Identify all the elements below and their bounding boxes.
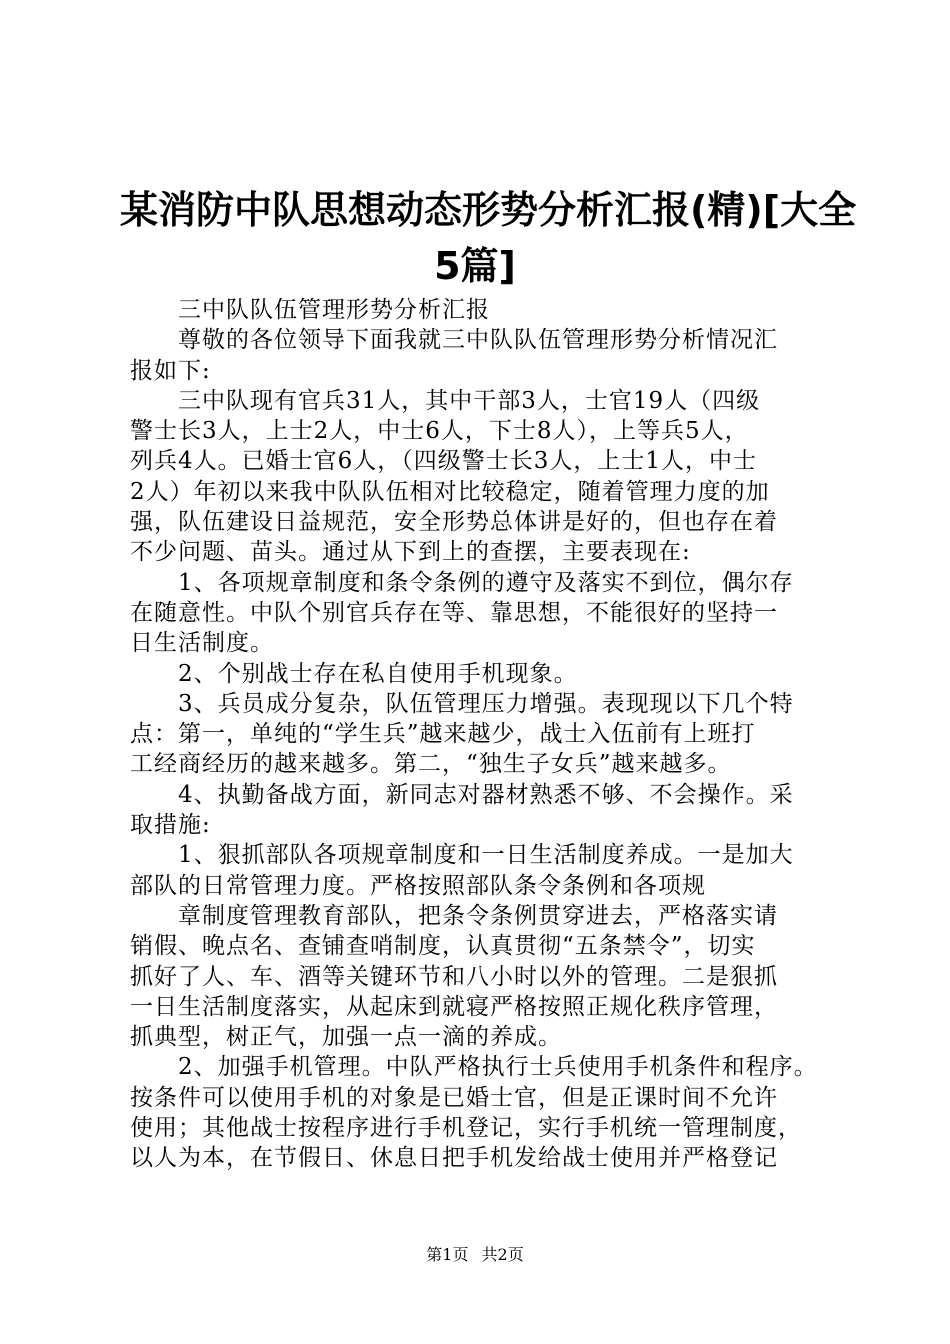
page-total: 共2页 [481, 1245, 524, 1264]
body-line: 报如下: [130, 357, 211, 384]
page-number: 第1页 [426, 1245, 469, 1264]
body-line: 4、执勤备战方面，新同志对器材熟悉不够、不会操作。采 [130, 781, 794, 808]
body-line: 2、个别战士存在私自使用手机现象。 [130, 660, 578, 687]
body-line: 一日生活制度落实，从起床到就寝严格按照正规化秩序管理， [130, 993, 778, 1020]
body-line: 使用；其他战士按程序进行手机登记，实行手机统一管理制度， [130, 1115, 802, 1142]
body-line: 日生活制度。 [130, 630, 274, 657]
page-footer [0, 1245, 950, 1265]
body-line: 以人为本，在节假日、休息日把手机发给战士使用并严格登记 [130, 1145, 778, 1172]
body-line: 点：第一，单纯的“学生兵”越来越少，战士入伍前有上班打 [130, 721, 756, 748]
body-line: 警士长3人，上士2人，中士6人，下士8人），上等兵5人， [130, 418, 749, 445]
document-body [130, 295, 830, 1174]
body-line: 三中队现有官兵31人，其中干部3人，士官19人（四级 [130, 387, 761, 414]
body-line: 章制度管理教育部队，把条令条例贯穿进去，严格落实请 [130, 902, 778, 929]
body-line: 销假、晚点名、查铺查哨制度，认真贯彻“五条禁令”，切实 [130, 933, 756, 960]
body-line: 部队的日常管理力度。严格按照部队条令条例和各项规 [130, 872, 706, 899]
body-line: 在随意性。中队个别官兵存在等、靠思想，不能很好的坚持一 [130, 599, 778, 626]
body-line: 按条件可以使用手机的对象是已婚士官，但是正课时间不允许 [130, 1084, 778, 1111]
body-line: 抓好了人、车、酒等关键环节和八小时以外的管理。二是狠抓 [130, 963, 778, 990]
body-line: 取措施: [130, 812, 211, 839]
body-line: 强，队伍建设日益规范，安全形势总体讲是好的，但也存在着 [130, 509, 778, 536]
body-line: 尊敬的各位领导下面我就三中队队伍管理形势分析情况汇 [130, 327, 778, 354]
body-line: 三中队队伍管理形势分析汇报 [130, 297, 490, 323]
body-line: 1、各项规章制度和条令条例的遵守及落实不到位，偶尔存 [130, 569, 794, 596]
document-title-line-2: 5篇] [434, 244, 516, 288]
body-line: 列兵4人。已婚士官6人，（四级警士长3人，上士1人，中士 [130, 448, 758, 475]
body-line: 不少问题、苗头。通过从下到上的查摆，主要表现在: [130, 539, 691, 566]
body-line: 2人）年初以来我中队队伍相对比较稳定，随着管理力度的加 [130, 478, 770, 505]
body-line: 1、狠抓部队各项规章制度和一日生活制度养成。一是加大 [130, 842, 794, 869]
document-title-line-1: 某消防中队思想动态形势分析汇报(精)[大全 [120, 188, 857, 232]
body-line: 抓典型，树正气，加强一点一滴的养成。 [130, 1024, 562, 1051]
body-line: 3、兵员成分复杂，队伍管理压力增强。表现现以下几个特 [130, 690, 794, 717]
body-line: 2、加强手机管理。中队严格执行士兵使用手机条件和程序。 [130, 1054, 818, 1081]
body-line: 工经商经历的越来越多。第二，“独生子女兵”越来越多。 [130, 751, 732, 778]
